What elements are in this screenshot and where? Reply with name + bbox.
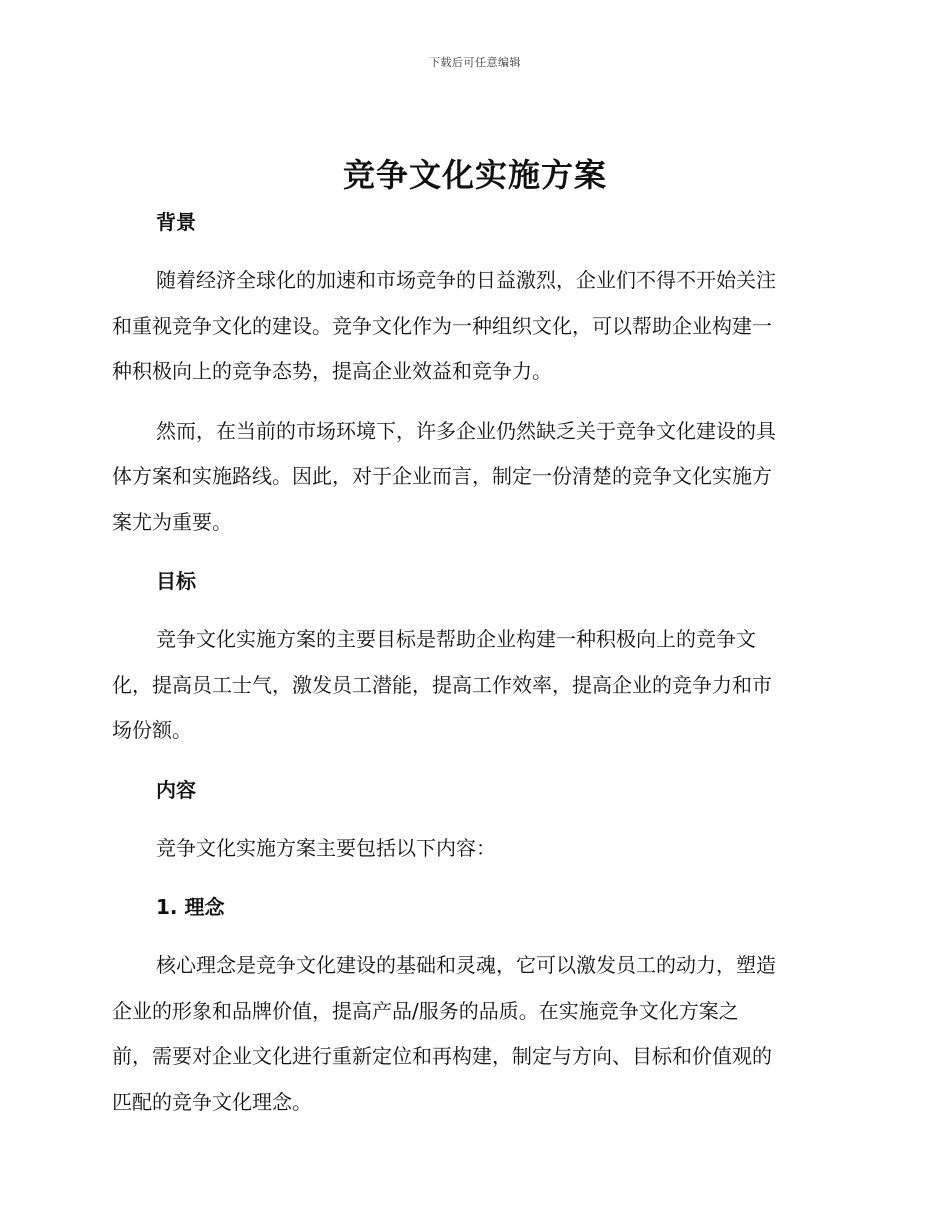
paragraph-line: 企业的形象和品牌价值，提高产品/服务的品质。在实施竞争文化方案之 [112, 998, 739, 1023]
concept-paragraph-1 [112, 943, 830, 1125]
content-intro: 竞争文化实施方案主要包括以下内容： [156, 835, 496, 860]
paragraph-line: 体方案和实施路线。因此，对于企业而言，制定一份清楚的竞争文化实施方 [112, 464, 772, 488]
paragraph-line: 然而，在当前的市场环境下，许多企业仍然缺乏关于竞争文化建设的具 [156, 418, 776, 443]
paragraph-line: 竞争文化实施方案的主要目标是帮助企业构建一种积极向上的竞争文 [156, 627, 756, 651]
section-heading-goal: 目标 [156, 569, 196, 593]
background-paragraph-1 [112, 258, 830, 395]
paragraph-line: 和重视竞争文化的建设。竞争文化作为一种组织文化，可以帮助企业构建一 [112, 313, 772, 338]
subsection-heading-concept: 1. 理念 [156, 895, 225, 919]
document-body [112, 200, 830, 1125]
background-paragraph-2 [112, 409, 830, 546]
paragraph-line: 匹配的竞争文化理念。 [112, 1089, 312, 1114]
section-heading-content: 内容 [156, 777, 196, 802]
paragraph-line: 随着经济全球化的加速和市场竞争的日益激烈，企业们不得不开始关注 [156, 268, 776, 292]
paragraph-line: 案尤为重要。 [112, 509, 232, 534]
header-note: 下载后可任意编辑 [429, 56, 521, 69]
paragraph-line: 场份额。 [112, 718, 192, 742]
paragraph-line: 核心理念是竞争文化建设的基础和灵魂，它可以激发员工的动力，塑造 [156, 953, 776, 977]
goal-paragraph-1 [112, 617, 830, 754]
paragraph-line: 种积极向上的竞争态势，提高企业效益和竞争力。 [112, 359, 552, 383]
paragraph-line: 前，需要对企业文化进行重新定位和再构建，制定与方向、目标和价值观的 [112, 1044, 772, 1068]
document-title: 竞争文化实施方案 [342, 156, 607, 194]
section-heading-background: 背景 [156, 210, 196, 234]
paragraph-line: 化，提高员工士气，激发员工潜能，提高工作效率，提高企业的竞争力和市 [112, 672, 772, 697]
